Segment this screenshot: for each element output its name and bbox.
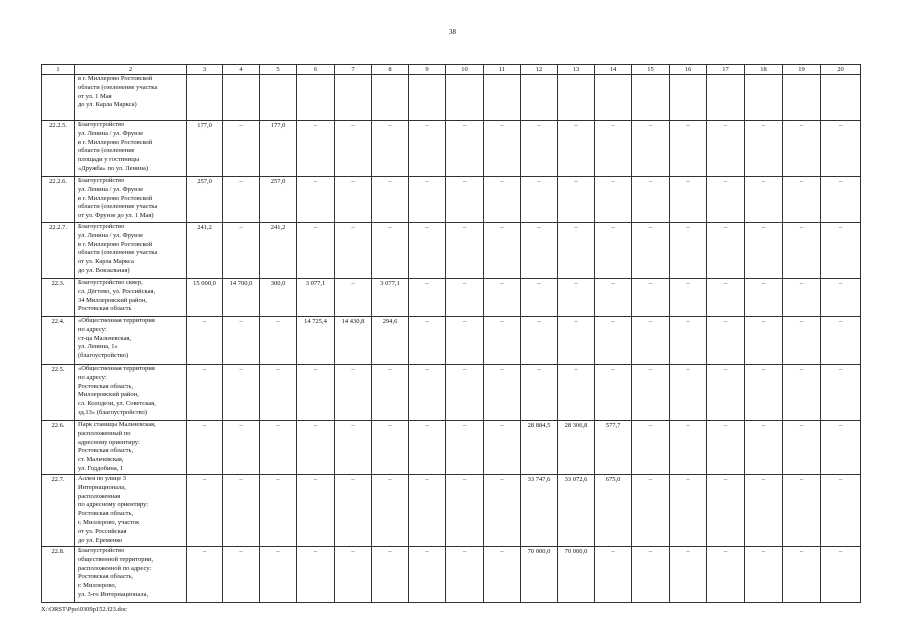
value-cell <box>446 75 484 121</box>
column-number-cell: 11 <box>484 65 521 75</box>
value-cell: – <box>707 121 745 177</box>
value-cell: – <box>223 223 260 279</box>
value-cell: – <box>745 223 783 279</box>
value-cell: – <box>260 547 297 603</box>
table-row <box>42 547 861 603</box>
table-row <box>42 121 861 177</box>
column-number-cell: 12 <box>521 65 558 75</box>
value-cell: – <box>745 121 783 177</box>
value-cell: – <box>707 365 745 421</box>
value-cell: 177,0 <box>187 121 223 177</box>
value-cell <box>297 75 335 121</box>
column-number-cell: 18 <box>745 65 783 75</box>
value-cell: – <box>821 421 861 475</box>
value-cell: – <box>187 475 223 547</box>
item-description-cell: «Общественная территория по адресу: ст-ца Мальчевская, ул. Ленина, 1» (благоустройство) <box>75 317 187 365</box>
value-cell: – <box>821 365 861 421</box>
column-number-cell: 8 <box>372 65 409 75</box>
column-number-cell: 14 <box>595 65 632 75</box>
value-cell: 257,0 <box>260 177 297 223</box>
value-cell: – <box>335 547 372 603</box>
value-cell: – <box>558 177 595 223</box>
table-row <box>42 177 861 223</box>
value-cell: – <box>670 547 707 603</box>
value-cell: – <box>745 421 783 475</box>
item-number-cell <box>42 75 75 121</box>
value-cell <box>783 75 821 121</box>
file-path-footer: X:\ORST\Ppo\0309p152.f23.doc <box>41 606 127 613</box>
item-description-cell: Благоустройство ул. Ленина / ул. Фрунзе в г. Миллерово Ростовской области (озеленение участка от ул. Фрунзе до ул. 1 Мая) <box>75 177 187 223</box>
item-number-cell: 22.7. <box>42 475 75 547</box>
value-cell: – <box>187 317 223 365</box>
value-cell: – <box>707 177 745 223</box>
value-cell: – <box>632 121 670 177</box>
column-number-cell: 6 <box>297 65 335 75</box>
value-cell: – <box>595 121 632 177</box>
value-cell: – <box>372 421 409 475</box>
value-cell: – <box>446 421 484 475</box>
value-cell: – <box>409 365 446 421</box>
value-cell: – <box>260 365 297 421</box>
value-cell: – <box>521 317 558 365</box>
value-cell: – <box>783 223 821 279</box>
value-cell: – <box>783 547 821 603</box>
value-cell: – <box>821 547 861 603</box>
value-cell: – <box>783 365 821 421</box>
value-cell: – <box>297 547 335 603</box>
value-cell: – <box>484 223 521 279</box>
value-cell: – <box>187 365 223 421</box>
value-cell: – <box>595 317 632 365</box>
value-cell: 14 430,8 <box>335 317 372 365</box>
column-number-cell: 13 <box>558 65 595 75</box>
value-cell: – <box>223 421 260 475</box>
value-cell: 675,0 <box>595 475 632 547</box>
value-cell: – <box>260 317 297 365</box>
value-cell: – <box>707 279 745 317</box>
table-row <box>42 475 861 547</box>
item-number-cell: 22.2.5. <box>42 121 75 177</box>
value-cell: – <box>409 177 446 223</box>
item-description-cell: «Общественная территория по адресу: Ростовская область, Миллеровский район, сл. Колодези, ул. Советская, зд.13» (благоустройство) <box>75 365 187 421</box>
column-number-cell: 7 <box>335 65 372 75</box>
value-cell: – <box>484 317 521 365</box>
value-cell: 3 077,1 <box>297 279 335 317</box>
value-cell <box>372 75 409 121</box>
value-cell: – <box>446 365 484 421</box>
value-cell: – <box>707 547 745 603</box>
item-number-cell: 22.4. <box>42 317 75 365</box>
value-cell: – <box>223 547 260 603</box>
value-cell: – <box>558 223 595 279</box>
value-cell: – <box>409 475 446 547</box>
value-cell: – <box>821 317 861 365</box>
value-cell: – <box>187 421 223 475</box>
value-cell <box>484 75 521 121</box>
item-number-cell: 22.5. <box>42 365 75 421</box>
item-description-cell: Благоустройство ул. Ленина / ул. Фрунзе в г. Миллерово Ростовской области (озеленение участка от ул. Карла Маркса до ул. Вокзальная) <box>75 223 187 279</box>
value-cell: 15 000,0 <box>187 279 223 317</box>
column-number-cell: 10 <box>446 65 484 75</box>
value-cell: – <box>632 547 670 603</box>
value-cell: – <box>821 279 861 317</box>
value-cell: – <box>335 365 372 421</box>
value-cell: 241,2 <box>187 223 223 279</box>
table-row <box>42 317 861 365</box>
column-number-header-row <box>42 65 861 75</box>
value-cell: – <box>783 279 821 317</box>
value-cell: 14 725,4 <box>297 317 335 365</box>
value-cell <box>821 75 861 121</box>
value-cell: – <box>707 317 745 365</box>
value-cell <box>187 75 223 121</box>
column-number-cell: 19 <box>783 65 821 75</box>
value-cell: – <box>632 365 670 421</box>
value-cell: – <box>372 547 409 603</box>
value-cell: – <box>484 547 521 603</box>
value-cell: – <box>707 223 745 279</box>
value-cell <box>670 75 707 121</box>
table-row <box>42 279 861 317</box>
value-cell: – <box>745 279 783 317</box>
value-cell: – <box>446 177 484 223</box>
value-cell: – <box>372 365 409 421</box>
value-cell: – <box>521 177 558 223</box>
value-cell: – <box>335 223 372 279</box>
value-cell: – <box>632 317 670 365</box>
value-cell: – <box>484 421 521 475</box>
value-cell: 33 747,6 <box>521 475 558 547</box>
column-number-cell: 15 <box>632 65 670 75</box>
value-cell: – <box>745 365 783 421</box>
value-cell: 28 306,8 <box>558 421 595 475</box>
value-cell <box>632 75 670 121</box>
value-cell: – <box>821 121 861 177</box>
value-cell: – <box>409 421 446 475</box>
item-description-cell: Аллея по улице 3 Интернационала, расположенная по адресному ориентиру: Ростовская область, г. Миллерово, участок от ул. Российская до ул. Еременко <box>75 475 187 547</box>
value-cell: 28 884,5 <box>521 421 558 475</box>
table-row <box>42 365 861 421</box>
value-cell: – <box>372 177 409 223</box>
value-cell: 577,7 <box>595 421 632 475</box>
value-cell: – <box>595 279 632 317</box>
value-cell: – <box>446 475 484 547</box>
value-cell: – <box>670 475 707 547</box>
item-number-cell: 22.2.7. <box>42 223 75 279</box>
value-cell: – <box>595 223 632 279</box>
value-cell: – <box>745 475 783 547</box>
value-cell: – <box>223 121 260 177</box>
column-number-cell: 20 <box>821 65 861 75</box>
value-cell: – <box>335 279 372 317</box>
item-description-cell: в г. Миллерово Ростовской области (озеленение участка от ул. 1 Мая до ул. Карла Маркса) <box>75 75 187 121</box>
value-cell <box>223 75 260 121</box>
value-cell: – <box>409 279 446 317</box>
item-description-cell: Благоустройство общественной территории, расположенной по адресу: Ростовская область, г. Миллерово, ул. 3-го Интернационала, <box>75 547 187 603</box>
value-cell: – <box>446 279 484 317</box>
value-cell: – <box>297 475 335 547</box>
value-cell: – <box>446 223 484 279</box>
value-cell: 257,0 <box>187 177 223 223</box>
page-number: 38 <box>449 28 456 36</box>
value-cell <box>595 75 632 121</box>
value-cell: – <box>558 365 595 421</box>
value-cell: – <box>521 279 558 317</box>
value-cell: – <box>670 177 707 223</box>
value-cell <box>521 75 558 121</box>
value-cell: – <box>821 177 861 223</box>
column-number-cell: 17 <box>707 65 745 75</box>
item-description-cell: Благоустройство сквер, сл. Дёгтево, ул. Российская, 34 Миллеровский район, Ростовская область <box>75 279 187 317</box>
value-cell: – <box>372 223 409 279</box>
value-cell: – <box>707 421 745 475</box>
value-cell: – <box>335 121 372 177</box>
value-cell: – <box>260 475 297 547</box>
value-cell: – <box>595 547 632 603</box>
value-cell: – <box>446 317 484 365</box>
table-row <box>42 421 861 475</box>
value-cell: – <box>595 365 632 421</box>
value-cell: 177,0 <box>260 121 297 177</box>
value-cell: – <box>745 177 783 223</box>
value-cell: – <box>335 421 372 475</box>
column-number-cell: 16 <box>670 65 707 75</box>
value-cell: – <box>446 547 484 603</box>
value-cell: – <box>409 223 446 279</box>
value-cell: – <box>521 365 558 421</box>
budget-table <box>41 64 861 603</box>
value-cell: – <box>521 121 558 177</box>
value-cell: – <box>632 177 670 223</box>
value-cell: 3 077,1 <box>372 279 409 317</box>
column-number-cell: 5 <box>260 65 297 75</box>
value-cell: – <box>484 177 521 223</box>
value-cell: – <box>745 317 783 365</box>
item-number-cell: 22.6. <box>42 421 75 475</box>
value-cell: – <box>632 421 670 475</box>
value-cell <box>335 75 372 121</box>
value-cell: – <box>670 121 707 177</box>
value-cell: – <box>783 317 821 365</box>
table-row <box>42 75 861 121</box>
value-cell: – <box>223 475 260 547</box>
value-cell: – <box>783 475 821 547</box>
column-number-cell: 4 <box>223 65 260 75</box>
value-cell: – <box>297 421 335 475</box>
column-number-cell: 2 <box>75 65 187 75</box>
value-cell <box>745 75 783 121</box>
value-cell: – <box>821 223 861 279</box>
value-cell: – <box>484 365 521 421</box>
value-cell <box>409 75 446 121</box>
value-cell: – <box>409 317 446 365</box>
value-cell: – <box>521 223 558 279</box>
value-cell: 300,0 <box>260 279 297 317</box>
column-number-cell: 9 <box>409 65 446 75</box>
value-cell: 294,6 <box>372 317 409 365</box>
item-description-cell: Парк станицы Мальчевская, расположенный по адресному ориентиру: Ростовская область, ст. Мальчевская, ул. Годдобина, 1 <box>75 421 187 475</box>
value-cell: – <box>409 121 446 177</box>
value-cell: – <box>260 421 297 475</box>
value-cell: – <box>484 121 521 177</box>
value-cell: – <box>707 475 745 547</box>
value-cell: – <box>670 421 707 475</box>
table-row <box>42 223 861 279</box>
value-cell: – <box>297 121 335 177</box>
value-cell: – <box>670 223 707 279</box>
value-cell: – <box>484 475 521 547</box>
value-cell: 33 072,6 <box>558 475 595 547</box>
value-cell: – <box>595 177 632 223</box>
column-number-cell: 3 <box>187 65 223 75</box>
item-number-cell: 22.8. <box>42 547 75 603</box>
value-cell: – <box>670 279 707 317</box>
item-description-cell: Благоустройство ул. Ленина / ул. Фрунзе в г. Миллерово Ростовской области (озеленение площади у гостиницы «Дружба» по ул. Ленина) <box>75 121 187 177</box>
value-cell: – <box>670 317 707 365</box>
value-cell: – <box>372 121 409 177</box>
value-cell: – <box>297 223 335 279</box>
value-cell: – <box>335 475 372 547</box>
value-cell: – <box>223 365 260 421</box>
value-cell: – <box>409 547 446 603</box>
value-cell: – <box>223 317 260 365</box>
value-cell: – <box>632 475 670 547</box>
value-cell: – <box>187 547 223 603</box>
value-cell: – <box>821 475 861 547</box>
value-cell: – <box>632 279 670 317</box>
value-cell: 241,2 <box>260 223 297 279</box>
value-cell <box>558 75 595 121</box>
value-cell: – <box>297 177 335 223</box>
value-cell: – <box>558 121 595 177</box>
value-cell: – <box>223 177 260 223</box>
item-number-cell: 22.3. <box>42 279 75 317</box>
value-cell: – <box>670 365 707 421</box>
value-cell: – <box>783 177 821 223</box>
value-cell: – <box>558 317 595 365</box>
value-cell: 70 000,0 <box>558 547 595 603</box>
item-number-cell: 22.2.6. <box>42 177 75 223</box>
value-cell: – <box>484 279 521 317</box>
value-cell: – <box>446 121 484 177</box>
value-cell: – <box>783 121 821 177</box>
value-cell: – <box>335 177 372 223</box>
value-cell: 70 000,0 <box>521 547 558 603</box>
column-number-cell: 1 <box>42 65 75 75</box>
value-cell: – <box>372 475 409 547</box>
value-cell: 14 700,0 <box>223 279 260 317</box>
value-cell: – <box>297 365 335 421</box>
value-cell: – <box>558 279 595 317</box>
value-cell: – <box>745 547 783 603</box>
value-cell <box>707 75 745 121</box>
value-cell: – <box>632 223 670 279</box>
value-cell <box>260 75 297 121</box>
value-cell: – <box>783 421 821 475</box>
